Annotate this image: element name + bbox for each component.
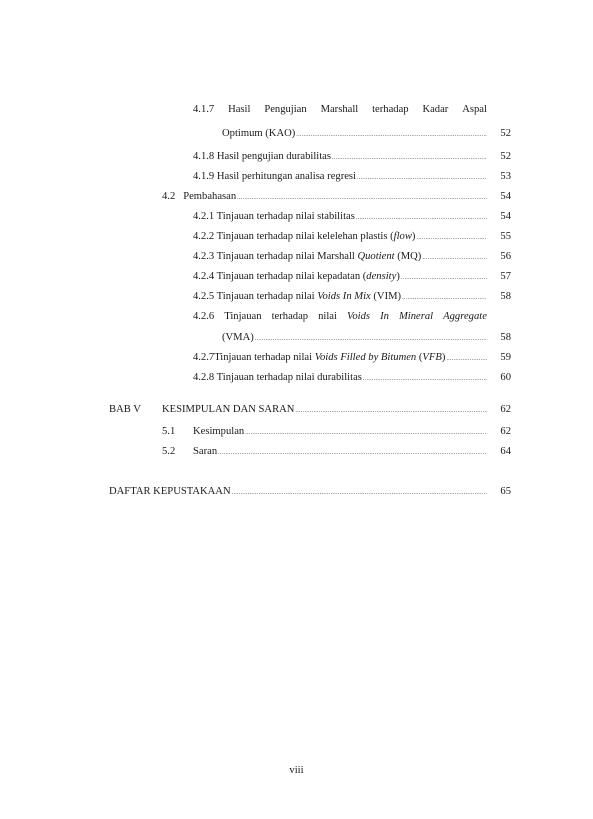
leader-dots (422, 250, 487, 265)
toc-num: 5.2 (162, 446, 176, 457)
toc-chapter-num: BAB V (109, 404, 141, 415)
leader-dots (245, 425, 487, 440)
leader-dots (416, 230, 487, 245)
leader-dots (332, 150, 487, 165)
toc-entry-5-1: Kesimpulan . . . (193, 425, 490, 439)
leader-dots (402, 290, 487, 305)
leader-dots (295, 403, 487, 418)
toc-page: 57 (500, 271, 511, 282)
toc-page: 62 (500, 426, 511, 437)
toc-entry-4-1-9: 4.1.9 Hasil perhitungan analisa regresi . . . (193, 170, 490, 184)
toc-num: 5.1 (162, 426, 176, 437)
toc-entry-4-1-7-cont: Optimum (KAO) . . . (222, 127, 490, 141)
toc-page: 58 (500, 291, 511, 302)
toc-entry-4-2-1: 4.2.1 Tinjauan terhadap nilai stabilitas . . . (193, 210, 490, 224)
toc-entry-4-2-5: 4.2.5 Tinjauan terhadap nilai Voids In Mix (VIM) . . . (193, 290, 490, 304)
toc-entry-4-2-7: 4.2.7Tinjauan terhadap nilai Voids Filled by Bitumen (VFB) . . . (193, 351, 490, 365)
toc-entry-4-2-8: 4.2.8 Tinjauan terhadap nilai durabilitas . . . (193, 371, 490, 385)
toc-page: 58 (500, 332, 511, 343)
toc-entry-bab-v: KESIMPULAN DAN SARAN . . . (162, 403, 490, 417)
toc-page: 54 (500, 191, 511, 202)
toc-entry-5-2: Saran . . . (193, 445, 490, 459)
toc-entry-4-1-8: 4.1.8 Hasil pengujian durabilitas . . . (193, 150, 490, 164)
toc-entry-4-2: 4.2 Pembahasan . . . (162, 190, 490, 204)
leader-dots (446, 351, 487, 366)
toc-entry-4-2-4: 4.2.4 Tinjauan terhadap nilai kepadatan (density) . . . (193, 270, 490, 284)
toc-entry-4-2-2: 4.2.2 Tinjauan terhadap nilai kelelehan plastis (flow) . . . (193, 230, 490, 244)
toc-page: 52 (500, 128, 511, 139)
toc-entry-daftar-kepustakaan: DAFTAR KEPUSTAKAAN . . . (109, 485, 490, 499)
leader-dots (232, 485, 487, 500)
leader-dots (363, 371, 487, 386)
toc-page: 62 (500, 404, 511, 415)
toc-page: 60 (500, 372, 511, 383)
toc-num: 4.1.7 (193, 104, 215, 115)
toc-page: 56 (500, 251, 511, 262)
toc-page: 59 (500, 352, 511, 363)
leader-dots (401, 270, 487, 285)
leader-dots (237, 190, 487, 205)
toc-page: 52 (500, 151, 511, 162)
page-number: viii (289, 765, 304, 776)
toc-page: 55 (500, 231, 511, 242)
toc-entry-4-2-3: 4.2.3 Tinjauan terhadap nilai Marshall Quotient (MQ) . . . (193, 250, 490, 264)
toc-page: 53 (500, 171, 511, 182)
leader-dots (255, 331, 487, 346)
leader-dots (356, 210, 487, 225)
toc-page: 64 (500, 446, 511, 457)
leader-dots (218, 445, 487, 460)
leader-dots (296, 127, 487, 142)
leader-dots (357, 170, 487, 185)
toc-entry-4-2-6: 4.2.6 Tinjauan terhadap nilai Voids In Mineral Aggregate (193, 311, 487, 322)
toc-page: 65 (500, 486, 511, 497)
toc-page: 54 (500, 211, 511, 222)
toc-entry-4-2-6-cont: (VMA) . . . (222, 331, 490, 345)
toc-entry-4-1-7: 4.1.7 Hasil Pengujian Marshall terhadap Kadar Aspal (193, 104, 487, 115)
